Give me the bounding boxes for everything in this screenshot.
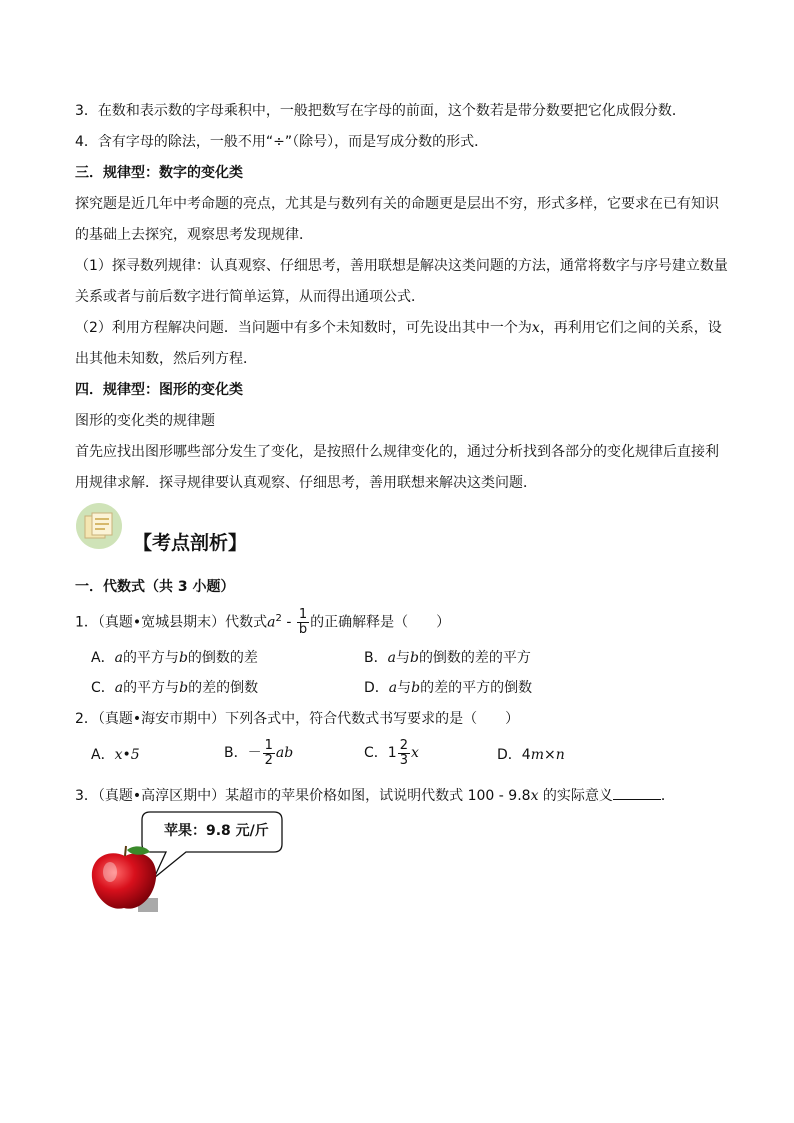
paragraph-figure-line1: 首先应找出图形哪些部分发生了变化，是按照什么规律变化的，通过分析找到各部分的变化规律后直接利 — [75, 444, 719, 460]
heading-section-3: 三．规律型：数字的变化类 — [75, 165, 243, 181]
paragraph-rule-3: 3．在数和表示数的字母乘积中，一般把数写在字母的前面，这个数若是带分数要把它化成假分数． — [75, 103, 686, 119]
q2-stem: 2．（真题•海安市期中）下列各式中，符合代数式书写要求的是（ ） — [75, 711, 520, 727]
q2-option-b[interactable]: B．－ $\frac{1}{2}$ ab — [224, 737, 294, 768]
q1-option-d[interactable]: D．a与b的差的平方的倒数 — [364, 680, 533, 696]
paragraph-rule1-line2: 关系或者与前后数字进行简单运算，从而得出通项公式． — [75, 289, 425, 305]
q2-option-d[interactable]: D．4m×n — [497, 747, 565, 763]
q1-stem: 1．（真题•宽城县期末）代数式$a^2$ - $\frac{1}{b}$ 的正确解释是（ ） — [75, 607, 451, 638]
paragraph-rule1-line1: （1）探寻数列规律：认真观察、仔细思考，善用联想是解决这类问题的方法，通常将数字与序号建立数量 — [75, 258, 728, 274]
paragraph-figure-line2: 用规律求解．探寻规律要认真观察、仔细思考，善用联想来解决这类问题． — [75, 475, 537, 491]
paragraph-intro-line2: 的基础上去探究，观察思考发现规律． — [75, 227, 313, 243]
section1-heading: 一．代数式（共 3 小题） — [75, 579, 235, 595]
apple-icon — [88, 844, 164, 916]
q1-option-c[interactable]: C．a的平方与b的差的倒数 — [91, 680, 259, 696]
q3-stem: 3．（真题•高淳区期中）某超市的苹果价格如图，试说明代数式 100 - 9.8x 的实际意义 ． — [75, 785, 675, 806]
q3-answer-blank[interactable] — [613, 785, 661, 800]
q1-option-b[interactable]: B．a与b的倒数的差的平方 — [364, 650, 531, 666]
heading-section-4: 四．规律型：图形的变化类 — [75, 382, 243, 398]
paragraph-figure-title: 图形的变化类的规律题 — [75, 413, 215, 429]
paragraph-rule-4: 4．含有字母的除法，一般不用“÷”（除号），而是写成分数的形式． — [75, 134, 489, 150]
documents-icon — [75, 502, 123, 550]
section-banner — [75, 500, 375, 560]
paragraph-rule2-line2: 出其他未知数，然后列方程． — [75, 351, 257, 367]
q1-fraction: $\frac{1}{b}$ — [298, 607, 308, 638]
paragraph-rule2-line1: （2）利用方程解决问题．当问题中有多个未知数时，可先设出其中一个为x，再利用它们之间的关系，设 — [75, 320, 722, 336]
q2-option-a[interactable]: A．x•5 — [91, 747, 140, 763]
price-label: 苹果：9.8 元/斤 — [164, 823, 269, 839]
q1-option-a[interactable]: A．a的平方与b的倒数的差 — [91, 650, 258, 666]
section-banner-title: 【考点剖析】 — [133, 532, 248, 554]
q2-option-c[interactable]: C．1 $\frac{2}{3}$ x — [364, 737, 419, 768]
paragraph-intro-line1: 探究题是近几年中考命题的亮点，尤其是与数列有关的命题更是层出不穷，形式多样，它要求在已有知识 — [75, 196, 719, 212]
apple-price-figure — [88, 808, 288, 918]
